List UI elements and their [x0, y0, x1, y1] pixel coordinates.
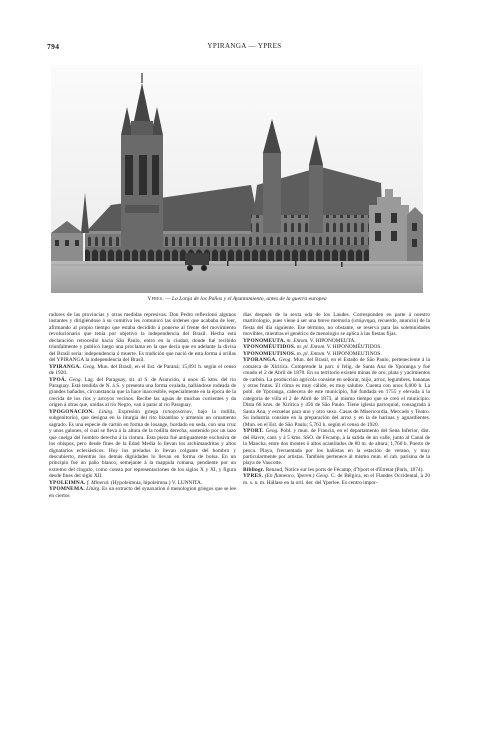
entry-body: Lag. del Paraguay, sit. al S. de Asunción, á unos 45 kms. del río Paraguay. Está tendida de N. á S. y presenta una forma ovalada, hallándose rodeada de grandes bañados, circunstancia que la hace inaccesible, especialmente en la época de la crecida de los ríos y arroyos vecinos. Recibe las aguas de muchas corrientes y da origen á otras que, unidas al río Negro, van á parar al río Paraguay. — [49, 376, 236, 409]
entry-headword: Bibliogr. — [243, 466, 265, 473]
page-header — [47, 42, 442, 54]
entry-grammar-label: Geog. — [263, 428, 279, 435]
entry-body: C. de Bélgica, en el Flandes Occidental, á 20 m. s. n. m. Hállase en la oril. der. del Yperlee. Es centro impor- — [243, 473, 430, 486]
entry-grammar-label: Geog. — [66, 376, 82, 383]
continued-text — [243, 312, 430, 338]
caption-place: Ypres. — [147, 296, 165, 302]
dictionary-entry — [49, 409, 236, 480]
right-text-column — [243, 312, 430, 716]
dictionary-entry — [49, 364, 236, 377]
entry-grammar-label: f. Mineral. — [85, 479, 110, 486]
running-title: YPIRANGA — YPRES — [207, 42, 282, 50]
entry-headword: YPOÁ. — [49, 376, 67, 383]
dictionary-entry — [49, 486, 236, 499]
entry-body: V. HIPONOMEUTINOS. — [325, 350, 382, 357]
entry-headword: YPOGONACION. — [49, 408, 95, 415]
entry-headword: YPOLEIMNA. — [49, 479, 86, 486]
entry-headword: YPORT. — [243, 428, 264, 435]
entry-body: V. HIPONOMEUTA. — [308, 337, 356, 344]
entry-body: Mun. del Brasil, en el Estado de São Paulo, perteneciente á la comarca de Xiririca. Comprende la parr. ó felig. de Santa Ana de Yporanga y fué creado el 2 de Abril de 1878. En su territorio existen minas de oro, plata y yacimientos de carbón. La producción agrícola consiste en señorar, mijo, arroz, legumbres, bananas y otras frutas. El clima es muy cálido, es muy salubre. Cuenta con unos 6,000 h. La pobl. de Yporanga, cabecera de este municipio, fué fundada en 1755 y elevada á la categoría de villa el 2 de Abril de 1873, al mismo tiempo que se creó el municipio. Dista 66 kms. de Xiririca y 456 de São Paulo. Tiene iglesia parroquial, consagrada á Santa Ana, y escuelas para uno y otro sexo. Casas de Misericordia, Mercado y Teatro. Su industria consiste en la preparación del arroz y en la de harinas y aguardientes. (Mun. en el Est. de São Paulo; 5,763 h. según el censo de 1920. — [243, 357, 430, 428]
entry-body: Pobl. y mun. de Francia, en el departamento del Sena Inferior, dist. del Havre, cant. y á 5 kms. SSO. de Fécamp, á la salida de un valle, junto al Canal de la Mancha, entre dos montes ó altos acantilados de 80 m. de altura; 1,760 h. Puerto de pesca. Playa, frecuentada por los bañistas en la estación de verano, y muy particularmente por artistas. También pertenece al mismo mun. el cab. parisina de la playa de Vaucotte. — [243, 428, 430, 467]
figure-caption — [51, 296, 423, 302]
entry-grammar-label: m. pl. Entom. — [295, 350, 326, 357]
entry-headword: YPOMNEMA. — [49, 486, 85, 493]
dictionary-entry — [49, 377, 236, 409]
entry-grammar-label: Litúrg. — [94, 408, 114, 415]
page-number: 794 — [47, 42, 60, 51]
entry-headword: YPRES. — [243, 473, 264, 480]
entry-headword: YPONOMÉUTIDOS. — [243, 344, 296, 351]
entry-grammar-label: Litúrg. — [84, 486, 101, 493]
entry-grammar-label: (En flamenco, Yperen.) Geog. — [263, 473, 330, 480]
entry-body: Renaud, Notice sur les ports de Fécamp, d'Yport et d'Etretat (París, 1874). — [264, 466, 424, 473]
left-text-column — [49, 312, 236, 716]
caption-text: — La Lonja de los Paños y el Ayuntamiento, antes de la guerra europea — [164, 296, 327, 302]
entry-body: Es un extracto del synaxarion ó menologion griegos que se lee en ciertos — [49, 486, 236, 499]
dictionary-entry — [243, 473, 430, 486]
entry-grammar-label: Geog. — [80, 363, 96, 370]
entry-headword: YPIRANGA. — [49, 363, 81, 370]
continued-text — [49, 312, 236, 364]
entry-body: Expresión griega (υπογονάτιον, bajo la rodilla, subgenitorio), que designa en la liturgia del rito bizantino y armenio un ornamento sagrado. Es una especie de cartón en forma de losange, bordado en seda, con una cruz y unos galones, el cual se lleva á la altura de la rodilla derecha, sostenido por un lazo que cuelga del hombro derecho á la cintura. Esta pieza fué antiguamente exclusiva de los obispos, pero desde fines de la Edad Media lo llevan los archimandritas y altos dignatarios eclesiásticos. Hoy los prelados lo llevan colgante del hombro y descubierto, mientras los demás dignidades lo llevan en forma de bolsa. En un principio fué un paño blanco, semejante á la mappula romana, pendiente por un extremo del cíngulo, como consta por representaciones de los siglos X y XI, y figura desde fines del siglo XII. — [49, 408, 236, 480]
entry-grammar-label: m. pl. Entom. — [295, 344, 326, 351]
cloth-hall-photograph — [51, 65, 423, 293]
entry-headword: YPORANGA. — [243, 357, 278, 364]
entry-body: (Hypoleimnia, hipoleimna.) V. LUNNITA. — [109, 479, 203, 486]
entry-body: días después de la sexta oda de los Laudes. Corresponden en parte á nuestro martirologio, pues viene á ser una breve memoria (υπόμνημα, recuerdo, anuncio) de la fiesta del día siguiente. Ese término, no obstante, se reserva para las solemnidades movibles, mientras el genérico de menologio se aplica á las fiestas fijas. — [243, 312, 430, 338]
entry-grammar-label: Geog. — [277, 357, 292, 364]
entry-headword: YPONOMEUTA. — [243, 337, 286, 344]
entry-headword: YPONOMEUTINOS. — [243, 350, 296, 357]
dictionary-entry — [243, 357, 430, 428]
entry-body: V. HIPONOMÉUTIDOS. — [325, 344, 382, 351]
entry-body: Mun. del Brasil, en el Est. de Paraná; 15,891 h. según el censo de 1920. — [49, 363, 236, 377]
dictionary-entry — [243, 428, 430, 467]
entry-body: radores de las provincias y otras medidas represivas. Don Pedro reflexionó algunos instantes y dirigiéndose á su comitiva les comunicó las órdenes que acababa de leer, afirmando al propio tiempo que estaba decidido á ponerse al frente del movimiento revolucionario que tenía por objetivo la independencia del Brasil. Hecha está declaración retrocedió hacia São Paulo, entró en la ciudad, donde fué recibido triunfalmente y publicó luego una proclama en la que decía que en adelante la divisa del Brasil sería: independencia ó muerte. Es tradición que nació de esta forma á orillas del YPIRANGA la independencia del Brasil. — [49, 312, 236, 364]
entry-grammar-label: m. Entom. — [285, 337, 309, 344]
